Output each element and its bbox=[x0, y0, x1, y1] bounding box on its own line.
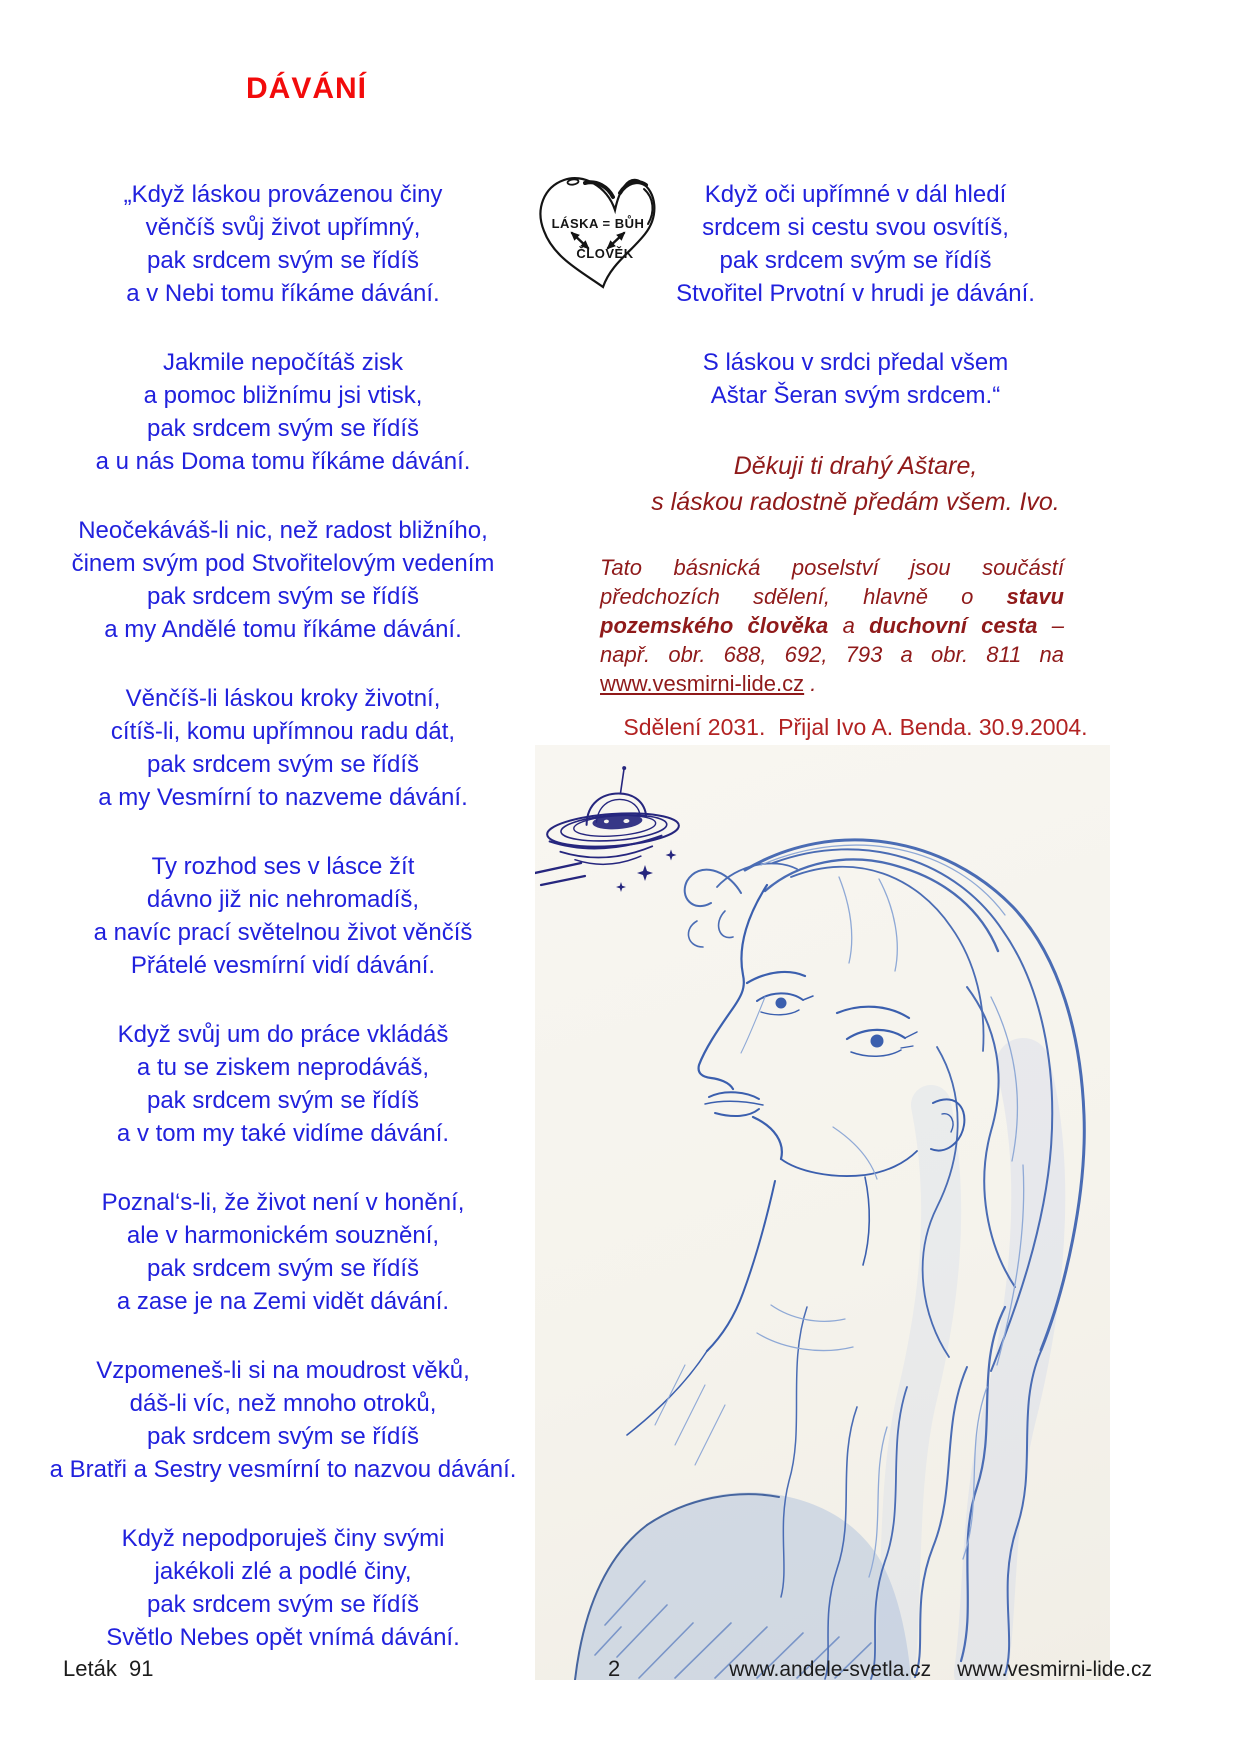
poem-stanza bbox=[28, 514, 538, 646]
note-link-url[interactable]: www.vesmirni-lide.cz bbox=[600, 671, 805, 696]
poem-line: věnčíš svůj život upřímný, bbox=[145, 214, 421, 241]
poem-line: srdcem si cestu svou osvítíš, bbox=[702, 214, 1009, 241]
right-column bbox=[598, 178, 1113, 744]
footer-websites bbox=[729, 1658, 1152, 1682]
right-eye-iris bbox=[871, 1035, 884, 1048]
dedication-text bbox=[598, 448, 1113, 520]
poem-line: Přátelé vesmírní vidí dávání. bbox=[130, 952, 436, 979]
poem-stanza bbox=[28, 346, 538, 478]
left-eye-iris bbox=[776, 998, 787, 1009]
footer-website-vesmirni-lide: www.vesmirni-lide.cz bbox=[957, 1658, 1152, 1681]
poem-stanza bbox=[28, 1354, 538, 1486]
note-text: Tato básnická poselství jsou součástí předchozích sdělení, hlavně o bbox=[600, 555, 1064, 609]
poem-line: pak srdcem svým se řídíš bbox=[146, 1423, 420, 1450]
garment-sketch bbox=[575, 1492, 911, 1680]
poem-line: Neočekáváš-li nic, než radost bližního, bbox=[78, 517, 488, 544]
note-paragraph bbox=[600, 553, 1064, 698]
poem-line: pak srdcem svým se řídíš bbox=[719, 247, 992, 274]
poem-line: Poznal‘s-li, že život není v honění, bbox=[101, 1189, 465, 1216]
poem-line: pak srdcem svým se řídíš bbox=[146, 583, 420, 610]
poem-line: Když oči upřímné v dál hledí bbox=[704, 181, 1007, 208]
poem-stanza bbox=[598, 178, 1113, 310]
poem-line: a u nás Doma tomu říkáme dávání. bbox=[95, 448, 471, 475]
poem-line: a tu se ziskem neprodáváš, bbox=[136, 1054, 430, 1081]
poem-line: Když svůj um do práce vkládáš bbox=[117, 1021, 449, 1048]
poem-line: a Bratři a Sestry vesmírní to nazvou dávání. bbox=[49, 1456, 517, 1483]
ufo-motion-line bbox=[541, 876, 585, 885]
pencil-sketch bbox=[535, 745, 1110, 1680]
poem-line: Ty rozhod ses v lásce žít bbox=[151, 853, 415, 880]
poem-stanza bbox=[28, 178, 538, 310]
poem-stanza bbox=[28, 1186, 538, 1318]
poem-line: Když nepodporuješ činy svými bbox=[121, 1525, 445, 1552]
text-line: s láskou radostně předám všem. Ivo. bbox=[651, 488, 1060, 516]
heart-shine-mark bbox=[567, 179, 579, 186]
poem-line: pak srdcem svým se řídíš bbox=[146, 1591, 420, 1618]
poem-stanza bbox=[28, 1018, 538, 1150]
poem-line: „Když láskou provázenou činy bbox=[123, 181, 443, 208]
poem-stanza bbox=[28, 1522, 538, 1654]
note-text: . bbox=[804, 671, 817, 696]
poem-line: pak srdcem svým se řídíš bbox=[146, 247, 420, 274]
poem-line: pak srdcem svým se řídíš bbox=[146, 1255, 420, 1282]
face-shading bbox=[655, 997, 877, 1465]
poem-line: a pomoc bližnímu jsi vtisk, bbox=[143, 382, 423, 409]
poem-line: a zase je na Zemi vidět dávání. bbox=[116, 1288, 450, 1315]
poem-line: pak srdcem svým se řídíš bbox=[146, 415, 420, 442]
poem-line: Vzpomeneš-li si na moudrost věků, bbox=[96, 1357, 470, 1384]
poem-line: činem svým pod Stvořitelovým vedením bbox=[71, 550, 495, 577]
note-text: duchovní cesta bbox=[869, 613, 1038, 638]
text-line: Děkuji ti drahý Aštare, bbox=[733, 452, 978, 480]
poem-line: Světlo Nebes opět vnímá dávání. bbox=[106, 1624, 460, 1651]
footer-leaflet-number: Leták 91 bbox=[63, 1656, 154, 1681]
ufo-motion-line bbox=[535, 863, 581, 873]
note-text: a bbox=[828, 613, 870, 638]
poem-line: a v tom my také vidíme dávání. bbox=[116, 1120, 450, 1147]
poem-line: a my Andělé tomu říkáme dávání. bbox=[104, 616, 462, 643]
heart-label-top: LÁSKA = BŮH bbox=[551, 216, 645, 231]
poem-line: a my Vesmírní to nazveme dávání. bbox=[98, 784, 468, 811]
poem-line: pak srdcem svým se řídíš bbox=[146, 1087, 420, 1114]
poem-line: Stvořitel Prvotní v hrudi je dávání. bbox=[676, 280, 1035, 307]
poem-stanza bbox=[598, 346, 1113, 412]
poem-line: pak srdcem svým se řídíš bbox=[146, 751, 420, 778]
poem-line: dávno již nic nehromadíš, bbox=[146, 886, 420, 913]
poem-line: Aštar Šeran svým srdcem.“ bbox=[710, 382, 1001, 409]
portrait-photo bbox=[535, 745, 1110, 1680]
note-text: – např. obr. 688, 692, 793 a obr. 811 na bbox=[600, 613, 1064, 667]
poem-line: a v Nebi tomu říkáme dávání. bbox=[126, 280, 440, 307]
poem-line: S láskou v srdci předal všem bbox=[702, 349, 1009, 376]
stars-sketch bbox=[616, 850, 677, 893]
poem-line: dáš-li víc, než mnoho otroků, bbox=[129, 1390, 437, 1417]
poem-line: cítíš-li, komu upřímnou radu dát, bbox=[110, 718, 456, 745]
page-title: DÁVÁNÍ bbox=[246, 72, 368, 105]
footer-page-number: 2 bbox=[608, 1656, 621, 1681]
poem-line: Věnčíš-li láskou kroky životní, bbox=[125, 685, 441, 712]
poem-column-left bbox=[28, 178, 538, 1690]
poem-column-right bbox=[598, 178, 1113, 412]
poem-line: a navíc prací světelnou život věnčíš bbox=[93, 919, 473, 946]
note-text: stavu pozemského člověka bbox=[600, 584, 1064, 638]
poem-stanza bbox=[28, 682, 538, 814]
heart-label-bottom: ČLOVĚK bbox=[576, 246, 634, 261]
poem-line: ale v harmonickém souznění, bbox=[126, 1222, 440, 1249]
ufo-sketch bbox=[535, 763, 681, 885]
message-reference: Sdělení 2031. Přijal Ivo A. Benda. 30.9.2004. bbox=[623, 714, 1088, 740]
poem-line: Jakmile nepočítáš zisk bbox=[162, 349, 404, 376]
footer-website-andele-svetla: www.andele-svetla.cz bbox=[729, 1658, 932, 1681]
poem-stanza bbox=[28, 850, 538, 982]
poem-line: jakékoli zlé a podlé činy, bbox=[154, 1558, 412, 1585]
